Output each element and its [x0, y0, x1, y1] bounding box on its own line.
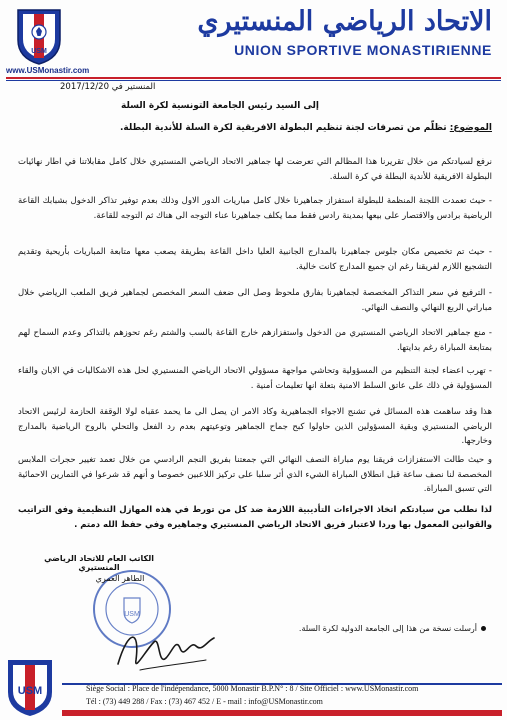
footer-crest-logo: [4, 656, 56, 718]
paragraph-tension: هذا وقد ساهمت هذه المسائل في تشنج الاجواء الجماهيرية وكاد الامر ان يصل الى ما يحمد عقباه لولا الوقفة الحازمة لرئيس الاتحاد الرياضي المنستيري وبقية المسؤولين الذين حاولوا كبح جماح الجماهير وتوعيتهم بعدم رد الفعل والتحلي بالروح الرياضية بالمدارج وخارجها.: [18, 407, 492, 446]
paragraph-request: لذا نطلب من سيادتكم اتخاذ الاجراءات التأديبية اللازمة ضد كل من تورط في هذه المهازل التنظيمية وفق التراتيب والقوانين المعمول بها وردا لاعتبار فريق الاتحاد الرياضي المنستيري وجماهيره وفي حفظ الله دمتم .: [18, 505, 492, 530]
handwritten-signature: [110, 620, 220, 680]
paragraph-seating: - حيث تم تخصيص مكان جلوس جماهيرنا بالمدارج الجانبية العليا داخل القاعة بطريقة يصعب معها متابعة المباريات بأريحية وتقديم التشجيع اللازم لفريقنا رغم ان جميع المدارج كانت خالية.: [18, 247, 492, 272]
header-divider-red: [6, 77, 501, 79]
copy-note-text: أرسلت نسخة من هذا إلى الجامعة الدولية لكرة السلة.: [298, 624, 477, 633]
paragraph-responsibility: - تهرب اعضاء لجنة التنظيم من المسؤولية وتحاشي مواجهة مسؤولي الاتحاد الرياضي المنستيري لحل هذه الاشكاليات في الابان والقاء المسؤولية في ذلك على عاتق السلط الامنية بتعلة انها تعليمات أمنية .: [18, 366, 492, 391]
website-link[interactable]: www.USMonastir.com: [6, 66, 90, 75]
subject-text: تظلّم من تصرفات لجنة تنظيم البطولة الافريقية لكرة السلة للأندية البطلة.: [120, 123, 450, 133]
usm-crest-logo: [14, 6, 64, 66]
footer-address: Siège Social : Place de l'indépendance, 5000 Monastir B.P.N° : 8 / Site Officiel : www.USMonastir.com: [86, 684, 419, 693]
club-name-arabic: الاتحاد الرياضي المنستيري: [197, 6, 492, 37]
paragraph-intro: نرفع لسيادتكم من خلال تقريرنا هذا المظالم التي تعرضت لها جماهير الاتحاد الرياضي المنستيري خلال كامل مقابلاتنا في اطار نهائيات البطولة الافريقية للأندية البطلة في كرة السلة.: [18, 157, 492, 182]
crest-lettering: USM: [31, 48, 47, 55]
paragraph-prices: - الترفيع في سعر التذاكر المخصصة لجماهيرنا بفارق ملحوظ وصل الى ضعف السعر المخصص لجماهير فريق الملعب الرياضي خلال مباراتي الربع النهائي والنصف النهائي.: [18, 288, 492, 313]
copy-note: [250, 624, 486, 633]
subject-label: الموضوع:: [449, 123, 492, 133]
letter-date: المنستير في 2017/12/20: [60, 82, 156, 92]
letter-recipient: إلى السيد رئيس الجامعة التونسية لكرة السلة: [121, 101, 319, 111]
stamp-lettering: USM: [124, 611, 140, 618]
club-name-french: UNION SPORTIVE MONASTIRIENNE: [234, 42, 492, 58]
paragraph-tickets: - حيث تعمدت اللجنة المنظمة للبطولة استفزاز جماهيرنا خلال كامل مباريات الدور الاول وذلك بعدم توفير تذاكر الدخول بشبابك القاعة الرياضية برادس والاقتصار على بيعها بمدينة رادس فقط مما يكلف جماهيرنا عناء التوجه الى هناك ثم التوجه للقاعة.: [18, 196, 492, 221]
paragraph-semifinal: و حيث طالت الاستفزازات فريقنا يوم مباراة النصف النهائي التي جمعتنا بفريق النجم الرادسي من خلال تعمد تغيير حجرات الملابس المخصصة لنا نصف ساعة قبل انطلاق المباراة الشيء الذي أثر سلبا على تركيز اللاعبين خصوصا و أنهم قد شرعوا في التمارين الاحمائية التي تسبق المباراة.: [18, 455, 492, 494]
footer-contact: Tél : (73) 449 288 / Fax : (73) 467 452 / E - mail : info@USMonastir.com: [86, 697, 323, 706]
footer-band: [62, 710, 502, 716]
letter-subject: [40, 123, 492, 133]
footer-crest-lettering: USM: [17, 685, 43, 697]
bullet-icon: [481, 626, 486, 631]
signatory-name: الطاهر العمري: [95, 574, 145, 583]
signatory-title: الكاتب العام للاتحاد الرياضي المنستيري: [44, 554, 154, 572]
paragraph-entry-ban: - منع جماهير الاتحاد الرياضي المنستيري من الدخول واستفزازهم خارج القاعة بالسب والشتم رغم تحوزهم بالتذاكر وعدم السماح لهم بمتابعة المباراة رغم بدايتها.: [18, 328, 492, 353]
header-divider-blue: [6, 80, 501, 81]
